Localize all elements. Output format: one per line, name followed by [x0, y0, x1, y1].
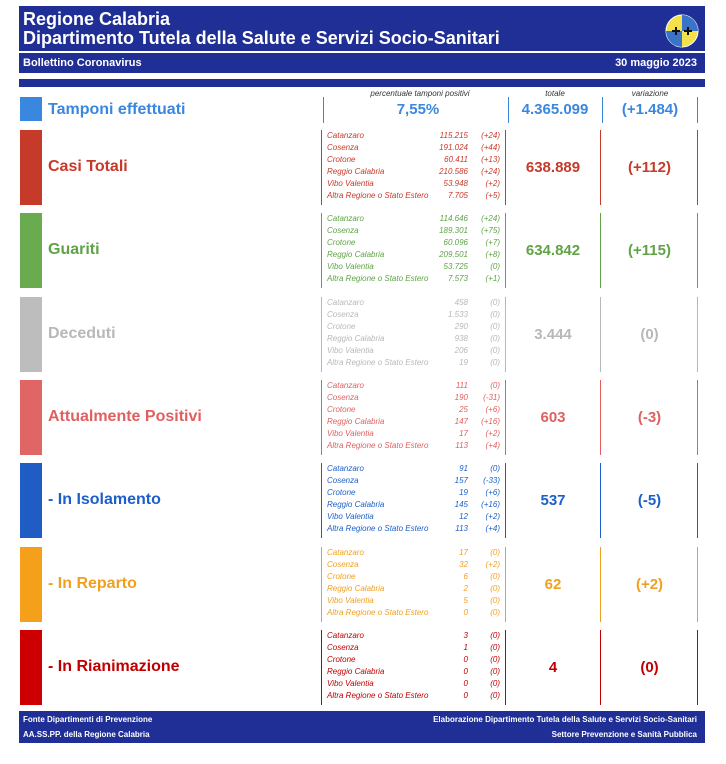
divider: [321, 630, 322, 705]
province-value: 147: [454, 417, 468, 426]
province-change: (+75): [481, 226, 500, 235]
province-change: (0): [490, 655, 500, 664]
province-change: (0): [490, 691, 500, 700]
province-change: (+7): [485, 238, 500, 247]
calabria-crest-icon: [665, 14, 699, 48]
province-change: (0): [490, 679, 500, 688]
divider: [508, 97, 509, 123]
divider: [600, 463, 601, 538]
total-column-header: totale: [545, 89, 565, 98]
province-change: (+6): [485, 488, 500, 497]
header-divider: [19, 51, 705, 53]
tamponi-change: (+1.484): [621, 101, 679, 118]
province-change: (+1): [485, 274, 500, 283]
province-change: (+5): [485, 191, 500, 200]
percent-column-header: percentuale tamponi positivi: [370, 89, 470, 98]
province-value: 157: [454, 476, 468, 485]
province-value: 189.301: [439, 226, 468, 235]
divider: [600, 297, 601, 372]
bulletin-date: 30 maggio 2023: [615, 57, 697, 69]
province-value: 91: [459, 464, 468, 473]
divider: [505, 630, 506, 705]
province-value: 115.215: [439, 131, 468, 140]
category-total: 603: [540, 408, 566, 426]
province-name: Catanzaro: [327, 381, 364, 390]
province-change: (0): [490, 346, 500, 355]
divider: [697, 213, 698, 288]
province-value: 17: [459, 429, 468, 438]
category-label: - In Isolamento: [48, 490, 161, 508]
province-name: Catanzaro: [327, 298, 364, 307]
header-banner: [19, 6, 705, 73]
tamponi-label: Tamponi effettuati: [48, 101, 186, 118]
province-name: Vibo Valentia: [327, 179, 374, 188]
divider: [323, 97, 324, 123]
province-change: (0): [490, 464, 500, 473]
province-name: Cosenza: [327, 560, 359, 569]
divider: [505, 297, 506, 372]
province-change: (0): [490, 548, 500, 557]
province-change: (+2): [485, 179, 500, 188]
province-name: Crotone: [327, 238, 356, 247]
province-name: Reggio Calabria: [327, 167, 385, 176]
province-value: 0: [463, 679, 468, 688]
department-title: Dipartimento Tutela della Salute e Servizi Socio-Sanitari: [23, 28, 500, 48]
category-change: (-3): [637, 408, 662, 426]
province-value: 3: [463, 631, 468, 640]
province-change: (+24): [481, 131, 500, 140]
province-change: (0): [490, 608, 500, 617]
divider: [505, 213, 506, 288]
province-change: (-33): [483, 476, 500, 485]
province-value: 210.586: [439, 167, 468, 176]
header-band: [19, 79, 705, 87]
divider: [697, 463, 698, 538]
divider: [697, 297, 698, 372]
province-change: (0): [490, 310, 500, 319]
category-total: 3.444: [534, 325, 572, 343]
province-change: (+24): [481, 214, 500, 223]
province-value: 0: [463, 608, 468, 617]
province-name: Crotone: [327, 405, 356, 414]
province-value: 1.533: [447, 310, 468, 319]
province-change: (+4): [485, 524, 500, 533]
footer-source-line1: Fonte Dipartimenti di Prevenzione: [23, 715, 153, 724]
province-value: 19: [459, 488, 468, 497]
province-value: 190: [454, 393, 468, 402]
divider: [505, 547, 506, 622]
footer-source-line2: AA.SS.PP. della Regione Calabria: [23, 730, 150, 739]
province-name: Vibo Valentia: [327, 429, 374, 438]
divider: [321, 380, 322, 455]
divider: [321, 297, 322, 372]
province-name: Catanzaro: [327, 548, 364, 557]
divider: [600, 380, 601, 455]
divider: [600, 630, 601, 705]
divider: [505, 463, 506, 538]
province-name: Vibo Valentia: [327, 596, 374, 605]
province-name: Catanzaro: [327, 131, 364, 140]
divider: [697, 97, 698, 123]
province-change: (0): [490, 381, 500, 390]
province-name: Reggio Calabria: [327, 250, 385, 259]
province-name: Cosenza: [327, 476, 359, 485]
province-name: Vibo Valentia: [327, 346, 374, 355]
divider: [321, 463, 322, 538]
divider: [321, 213, 322, 288]
province-name: Crotone: [327, 155, 356, 164]
province-change: (-31): [483, 393, 500, 402]
province-change: (+8): [485, 250, 500, 259]
province-change: (+16): [481, 500, 500, 509]
province-change: (0): [490, 643, 500, 652]
category-total: 537: [540, 491, 566, 509]
province-value: 1: [463, 643, 468, 652]
province-change: (+2): [485, 512, 500, 521]
province-value: 0: [463, 667, 468, 676]
footer-banner: [19, 711, 705, 743]
province-value: 19: [459, 358, 468, 367]
province-name: Altra Regione o Stato Estero: [327, 441, 429, 450]
footer-credit-line1: Elaborazione Dipartimento Tutela della Salute e Servizi Socio-Sanitari: [433, 715, 697, 724]
province-name: Cosenza: [327, 226, 359, 235]
province-name: Catanzaro: [327, 214, 364, 223]
province-name: Altra Regione o Stato Estero: [327, 608, 429, 617]
divider: [697, 630, 698, 705]
divider: [321, 547, 322, 622]
province-name: Cosenza: [327, 143, 359, 152]
province-name: Vibo Valentia: [327, 512, 374, 521]
province-name: Crotone: [327, 488, 356, 497]
category-total: 4: [548, 658, 558, 676]
province-change: (0): [490, 596, 500, 605]
province-change: (0): [490, 298, 500, 307]
province-name: Cosenza: [327, 310, 359, 319]
province-change: (+24): [481, 167, 500, 176]
province-value: 5: [463, 596, 468, 605]
category-label: Attualmente Positivi: [48, 407, 202, 425]
province-value: 2: [463, 584, 468, 593]
province-value: 113: [455, 441, 468, 450]
tamponi-color-bar: [20, 97, 42, 121]
region-title: Regione Calabria: [23, 9, 171, 29]
province-change: (0): [490, 631, 500, 640]
province-name: Catanzaro: [327, 464, 364, 473]
province-name: Cosenza: [327, 393, 359, 402]
province-name: Reggio Calabria: [327, 584, 385, 593]
province-name: Reggio Calabria: [327, 667, 385, 676]
province-value: 938: [454, 334, 468, 343]
province-name: Crotone: [327, 655, 356, 664]
tamponi-percent: 7,55%: [396, 101, 440, 118]
footer-credit-line2: Settore Prevenzione e Sanità Pubblica: [551, 730, 697, 739]
province-value: 191.024: [439, 143, 468, 152]
province-name: Reggio Calabria: [327, 334, 385, 343]
divider: [505, 130, 506, 205]
province-name: Vibo Valentia: [327, 262, 374, 271]
province-change: (0): [490, 667, 500, 676]
category-change: (+112): [628, 158, 671, 176]
province-name: Crotone: [327, 322, 356, 331]
province-value: 32: [459, 560, 468, 569]
province-value: 0: [463, 691, 468, 700]
divider: [600, 213, 601, 288]
province-value: 0: [463, 655, 468, 664]
province-name: Catanzaro: [327, 631, 364, 640]
category-change: (+2): [635, 575, 664, 593]
province-change: (0): [490, 262, 500, 271]
tamponi-total: 4.365.099: [521, 101, 589, 118]
province-name: Reggio Calabria: [327, 500, 385, 509]
category-color-bar: [20, 463, 42, 538]
province-value: 290: [454, 322, 468, 331]
province-value: 60.096: [443, 238, 468, 247]
category-label: Guariti: [48, 240, 100, 258]
divider: [321, 130, 322, 205]
province-change: (+44): [481, 143, 500, 152]
province-value: 7.573: [447, 274, 468, 283]
category-total: 634.842: [525, 241, 581, 259]
divider: [697, 547, 698, 622]
category-change: (-5): [637, 491, 662, 509]
category-total: 62: [544, 575, 562, 593]
divider: [600, 130, 601, 205]
category-label: - In Reparto: [48, 574, 137, 592]
category-label: Deceduti: [48, 324, 116, 342]
province-value: 25: [459, 405, 468, 414]
divider: [505, 380, 506, 455]
province-value: 113: [455, 524, 468, 533]
province-value: 60.411: [444, 155, 468, 164]
category-change: (+115): [628, 241, 671, 259]
province-name: Altra Regione o Stato Estero: [327, 358, 429, 367]
province-name: Vibo Valentia: [327, 679, 374, 688]
province-value: 114.646: [439, 214, 468, 223]
province-change: (0): [490, 358, 500, 367]
divider: [697, 380, 698, 455]
province-value: 458: [454, 298, 468, 307]
province-change: (0): [490, 584, 500, 593]
category-label: - In Rianimazione: [48, 657, 180, 675]
category-color-bar: [20, 547, 42, 622]
change-column-header: variazione: [631, 89, 669, 98]
province-name: Crotone: [327, 572, 356, 581]
category-color-bar: [20, 630, 42, 705]
province-value: 53.948: [443, 179, 468, 188]
province-name: Altra Regione o Stato Estero: [327, 274, 429, 283]
province-change: (+6): [485, 405, 500, 414]
province-change: (+4): [485, 441, 500, 450]
province-name: Reggio Calabria: [327, 417, 385, 426]
province-change: (+16): [481, 417, 500, 426]
province-change: (+2): [485, 429, 500, 438]
divider: [697, 130, 698, 205]
province-name: Cosenza: [327, 643, 359, 652]
category-color-bar: [20, 213, 42, 288]
province-change: (+2): [485, 560, 500, 569]
category-change: (0): [640, 658, 659, 676]
province-change: (0): [490, 322, 500, 331]
category-color-bar: [20, 380, 42, 455]
province-value: 145: [454, 500, 468, 509]
province-value: 6: [463, 572, 468, 581]
category-color-bar: [20, 130, 42, 205]
province-name: Altra Regione o Stato Estero: [327, 691, 429, 700]
province-value: 12: [459, 512, 468, 521]
province-value: 53.725: [443, 262, 468, 271]
province-change: (0): [490, 334, 500, 343]
bulletin-title: Bollettino Coronavirus: [23, 57, 142, 69]
category-label: Casi Totali: [48, 157, 128, 175]
province-value: 209.501: [439, 250, 468, 259]
category-change: (0): [640, 325, 659, 343]
province-name: Altra Regione o Stato Estero: [327, 191, 429, 200]
province-value: 7.705: [447, 191, 468, 200]
category-total: 638.889: [525, 158, 581, 176]
province-value: 17: [459, 548, 468, 557]
province-change: (0): [490, 572, 500, 581]
province-value: 111: [455, 381, 468, 390]
province-change: (+13): [481, 155, 500, 164]
province-name: Altra Regione o Stato Estero: [327, 524, 429, 533]
province-value: 206: [454, 346, 468, 355]
category-color-bar: [20, 297, 42, 372]
divider: [600, 547, 601, 622]
